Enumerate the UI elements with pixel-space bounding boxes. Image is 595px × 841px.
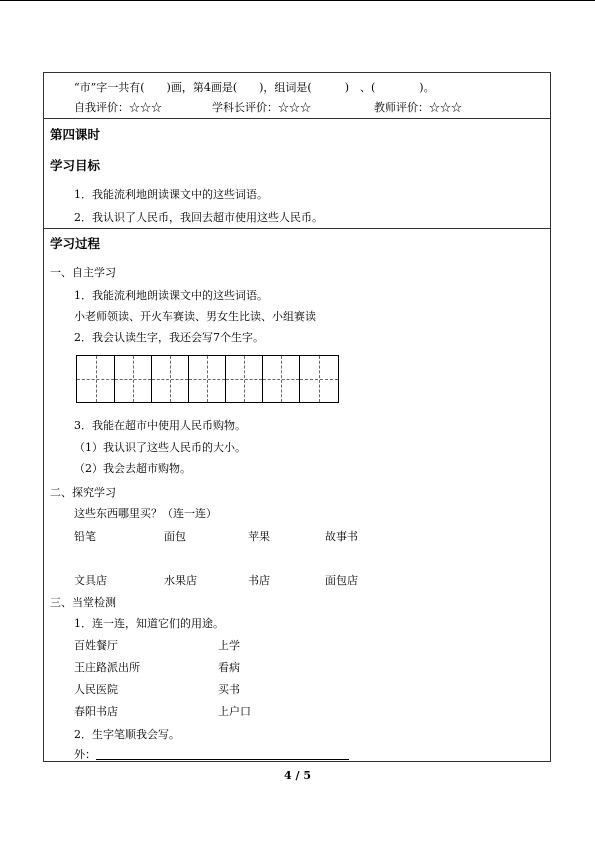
grid-cell[interactable] — [77, 356, 114, 402]
match-shop: 文具店 — [74, 574, 107, 587]
teacher-evaluation: 教师评价：☆☆☆ — [374, 101, 462, 114]
grid-cell[interactable] — [114, 356, 151, 402]
match-item: 苹果 — [248, 530, 270, 543]
page-number: 4 / 5 — [284, 769, 311, 782]
section-title: 三、当堂检测 — [50, 596, 116, 609]
row-divider — [43, 118, 551, 119]
grid-cell[interactable] — [299, 356, 338, 402]
place-item: 春阳书店 — [74, 705, 118, 718]
row-divider — [43, 228, 551, 229]
section-title: 二、探究学习 — [50, 486, 116, 499]
writing-line[interactable] — [96, 759, 349, 760]
grid-cell[interactable] — [151, 356, 188, 402]
goal-item: 2．我认识了人民币，我回去超市使用这些人民币。 — [74, 211, 323, 224]
question-text: 2．生字笔顺我会写。 — [74, 728, 180, 741]
header-rule — [0, 0, 595, 1]
use-item: 上户口 — [218, 705, 251, 718]
leader-evaluation: 学科长评价：☆☆☆ — [212, 101, 311, 114]
match-item: 铅笔 — [74, 530, 96, 543]
lesson-title: 第四课时 — [50, 127, 101, 142]
use-item: 看病 — [218, 661, 240, 674]
match-item: 面包 — [164, 530, 186, 543]
match-item: 故事书 — [325, 530, 358, 543]
place-item: 百姓餐厅 — [74, 639, 118, 652]
grid-cell[interactable] — [225, 356, 262, 402]
section-title: 一、自主学习 — [50, 266, 116, 279]
grid-cell[interactable] — [262, 356, 299, 402]
worksheet-table — [43, 72, 551, 762]
self-evaluation: 自我评价：☆☆☆ — [74, 101, 162, 114]
goal-item: 1．我能流利地朗读课文中的这些词语。 — [74, 188, 268, 201]
match-shop: 面包店 — [325, 574, 358, 587]
text-line: 2．我会认读生字，我还会写7个生字。 — [74, 331, 264, 344]
writing-grid[interactable] — [76, 355, 339, 403]
stroke-label: 外： — [74, 748, 96, 761]
match-shop: 书店 — [248, 574, 270, 587]
text-line: 3．我能在超市中使用人民币购物。 — [74, 419, 246, 432]
text-line: （2）我会去超市购物。 — [74, 462, 191, 475]
goals-heading: 学习目标 — [50, 158, 101, 173]
text-line: （1）我认识了这些人民币的大小。 — [74, 441, 246, 454]
match-shop: 水果店 — [164, 574, 197, 587]
place-item: 人民医院 — [74, 683, 118, 696]
use-item: 买书 — [218, 683, 240, 696]
process-heading: 学习过程 — [50, 236, 101, 251]
fill-blank-question: “市”字一共有( )画，第4画是( )，组词是( ) 、( )。 — [74, 81, 435, 94]
place-item: 王庄路派出所 — [74, 661, 140, 674]
grid-cell[interactable] — [188, 356, 225, 402]
use-item: 上学 — [218, 639, 240, 652]
text-line: 1．我能流利地朗读课文中的这些词语。 — [74, 289, 268, 302]
question-text: 1．连一连，知道它们的用途。 — [74, 617, 224, 630]
text-line: 小老师领读、开火车赛读、男女生比读、小组赛读 — [74, 310, 316, 323]
question-text: 这些东西哪里买？（连一连） — [74, 507, 217, 520]
